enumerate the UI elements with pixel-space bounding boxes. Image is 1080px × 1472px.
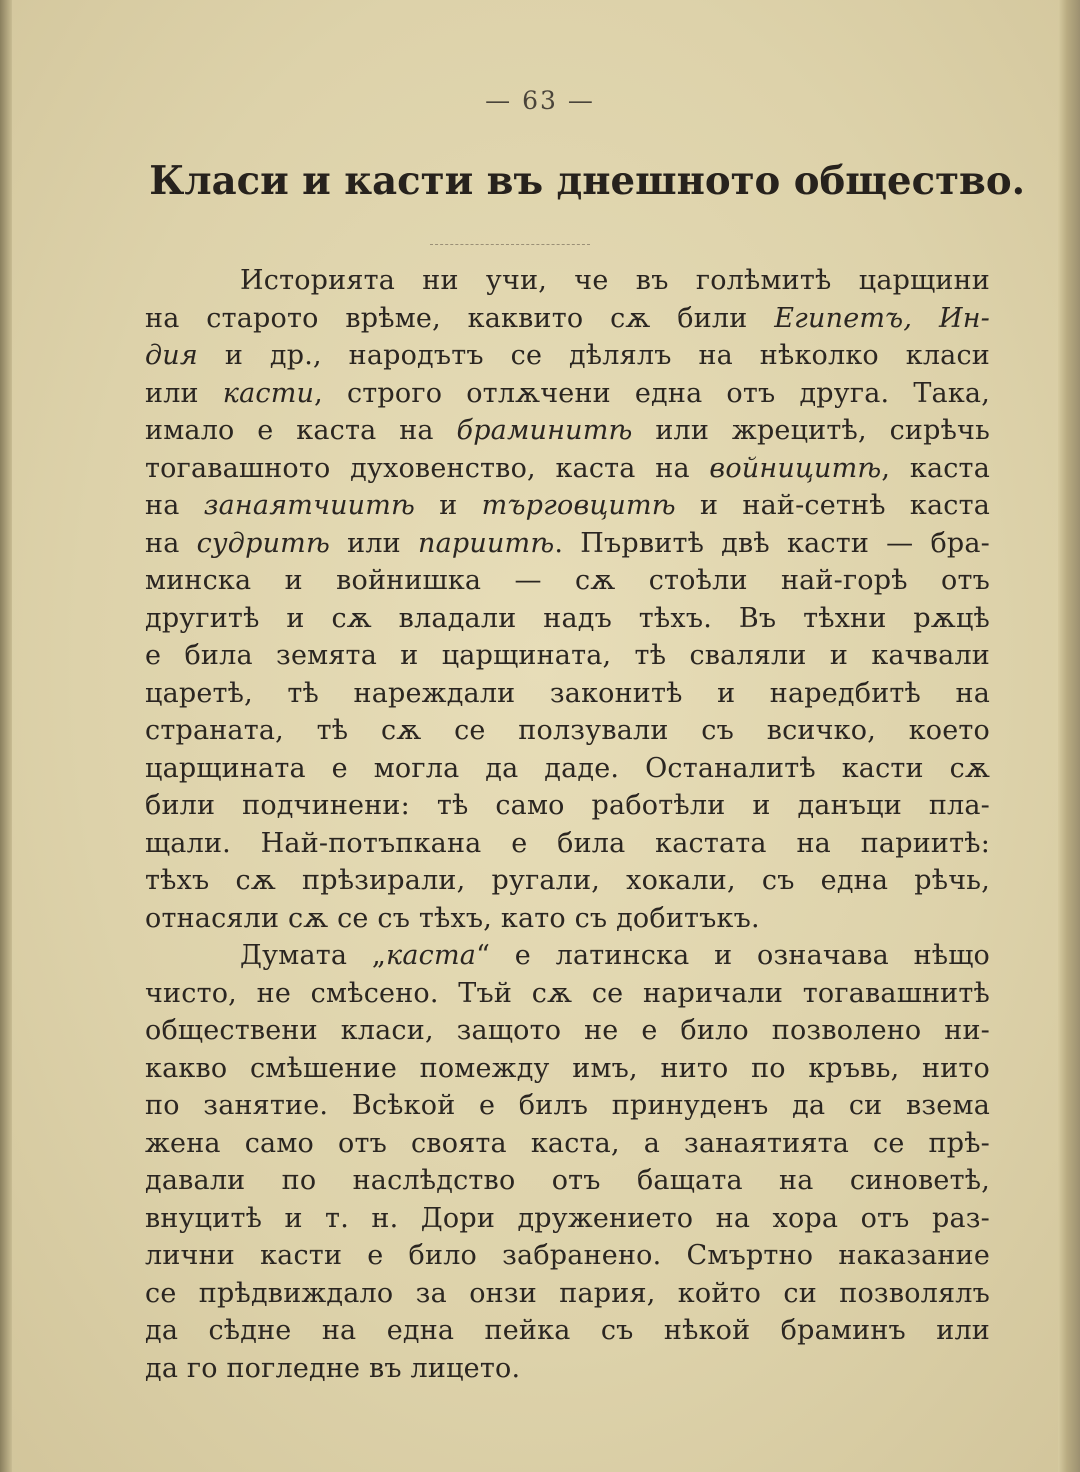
text-line bbox=[145, 900, 990, 938]
text-run: по занятие. Всѣкой е билъ принуденъ да си взема bbox=[145, 1090, 990, 1121]
text-run: имало е каста на bbox=[145, 415, 457, 446]
italic-term: касти bbox=[222, 377, 315, 409]
italic-term: париитѣ bbox=[417, 527, 555, 559]
text-run: на bbox=[145, 527, 197, 559]
text-line bbox=[145, 975, 990, 1013]
text-line bbox=[145, 937, 990, 975]
text-run: Думата „ bbox=[240, 940, 387, 971]
text-line bbox=[145, 862, 990, 900]
chapter-heading: Класи и касти въ днешното общество. bbox=[149, 158, 1026, 204]
text-line bbox=[145, 1275, 990, 1313]
text-line bbox=[145, 487, 990, 525]
text-run: да го погледне въ лицето. bbox=[145, 1352, 521, 1384]
page-spine-shadow bbox=[0, 0, 12, 1472]
text-run: или bbox=[145, 377, 223, 409]
text-line bbox=[145, 1200, 990, 1238]
text-run: тогавашното духовенство, каста на bbox=[145, 452, 710, 484]
heading-divider bbox=[430, 244, 590, 245]
text-line bbox=[145, 712, 990, 750]
text-run: на bbox=[145, 490, 204, 521]
text-run: били подчинени: тѣ само работѣли и данъци пла- bbox=[145, 790, 990, 821]
text-run: “ е латинска и означава нѣщо bbox=[476, 940, 991, 971]
text-run: и др., народътъ се дѣлялъ на нѣколко класи bbox=[197, 340, 990, 371]
text-run: , каста bbox=[881, 452, 990, 484]
text-run: страната, тѣ сѫ се ползували съ всичко, което bbox=[145, 715, 990, 746]
text-run: жена само отъ своята каста, а занаятията се прѣ- bbox=[145, 1127, 990, 1159]
italic-term: търговцитѣ bbox=[481, 490, 676, 521]
italic-term: занаятчиитѣ bbox=[203, 490, 416, 521]
text-run: Историята ни учи, че въ голѣмитѣ царщини bbox=[240, 265, 990, 296]
text-line bbox=[145, 1350, 990, 1388]
text-line bbox=[145, 750, 990, 788]
text-run: другитѣ и сѫ владали надъ тѣхъ. Въ тѣхни рѫцѣ bbox=[145, 602, 990, 634]
body-text bbox=[145, 262, 990, 1387]
text-line bbox=[145, 300, 990, 338]
text-line bbox=[145, 375, 990, 413]
text-run: минска и войнишка — сѫ стоѣли най-горѣ отъ bbox=[145, 565, 990, 596]
text-run: давали по наслѣдство отъ бащата на синоветѣ, bbox=[145, 1165, 990, 1196]
italic-term: Египетъ, Ин- bbox=[774, 302, 991, 334]
text-run: и bbox=[415, 490, 482, 521]
page-number: — 63 — bbox=[485, 86, 595, 115]
italic-term: войницитѣ bbox=[709, 452, 882, 484]
text-run: внуцитѣ и т. н. Дори дружението на хора отъ раз- bbox=[145, 1202, 990, 1234]
text-run: отнасяли сѫ се съ тѣхъ, като съ добитъкъ. bbox=[145, 902, 760, 934]
text-run: щали. Най-потъпкана е била кастата на париитѣ: bbox=[145, 827, 990, 859]
text-run: и най-сетнѣ каста bbox=[675, 490, 991, 521]
italic-term: дия bbox=[145, 340, 198, 371]
text-run: да сѣдне на една пейка съ нѣкой браминъ или bbox=[145, 1315, 990, 1346]
text-line bbox=[145, 525, 990, 563]
text-line bbox=[145, 787, 990, 825]
italic-term: судритѣ bbox=[196, 527, 331, 559]
text-line bbox=[145, 600, 990, 638]
text-run: лични касти е било забранено. Смъртно наказание bbox=[145, 1240, 990, 1271]
italic-term: браминитѣ bbox=[456, 415, 633, 446]
text-run: , строго отлѫчени една отъ друга. Така, bbox=[314, 377, 990, 409]
text-line bbox=[145, 675, 990, 713]
text-run: чисто, не смѣсено. Тъй сѫ се наричали тогавашнитѣ bbox=[145, 977, 990, 1009]
text-line bbox=[145, 262, 990, 300]
text-line bbox=[145, 1237, 990, 1275]
text-run: . Първитѣ двѣ касти — бра- bbox=[554, 527, 991, 559]
text-run: е била земята и царщината, тѣ сваляли и качвали bbox=[145, 640, 990, 671]
text-run: на старото врѣме, каквито сѫ били bbox=[145, 302, 775, 334]
text-run: обществени класи, защото не е било позволено ни- bbox=[145, 1015, 990, 1046]
page-edge-shadow bbox=[1058, 0, 1080, 1472]
text-line bbox=[145, 1087, 990, 1125]
text-run: или bbox=[330, 527, 418, 559]
italic-term: каста bbox=[386, 940, 477, 971]
text-line bbox=[145, 1012, 990, 1050]
text-run: царетѣ, тѣ нареждали законитѣ и наредбитѣ на bbox=[145, 677, 990, 709]
text-line bbox=[145, 1125, 990, 1163]
text-line bbox=[145, 825, 990, 863]
text-run: тѣхъ сѫ прѣзирали, ругали, хокали, съ една рѣчь, bbox=[145, 865, 990, 896]
text-line bbox=[145, 637, 990, 675]
text-line bbox=[145, 1312, 990, 1350]
text-run: царщината е могла да даде. Останалитѣ касти сѫ bbox=[145, 752, 990, 784]
text-line bbox=[145, 450, 990, 488]
text-run: или жрецитѣ, сирѣчь bbox=[632, 415, 990, 446]
text-run: какво смѣшение помежду имъ, нито по кръвь, нито bbox=[145, 1052, 990, 1084]
text-line bbox=[145, 412, 990, 450]
text-line bbox=[145, 1050, 990, 1088]
text-run: се прѣдвиждало за онзи пария, който си позволялъ bbox=[145, 1277, 990, 1309]
text-line bbox=[145, 337, 990, 375]
text-line bbox=[145, 1162, 990, 1200]
text-line bbox=[145, 562, 990, 600]
